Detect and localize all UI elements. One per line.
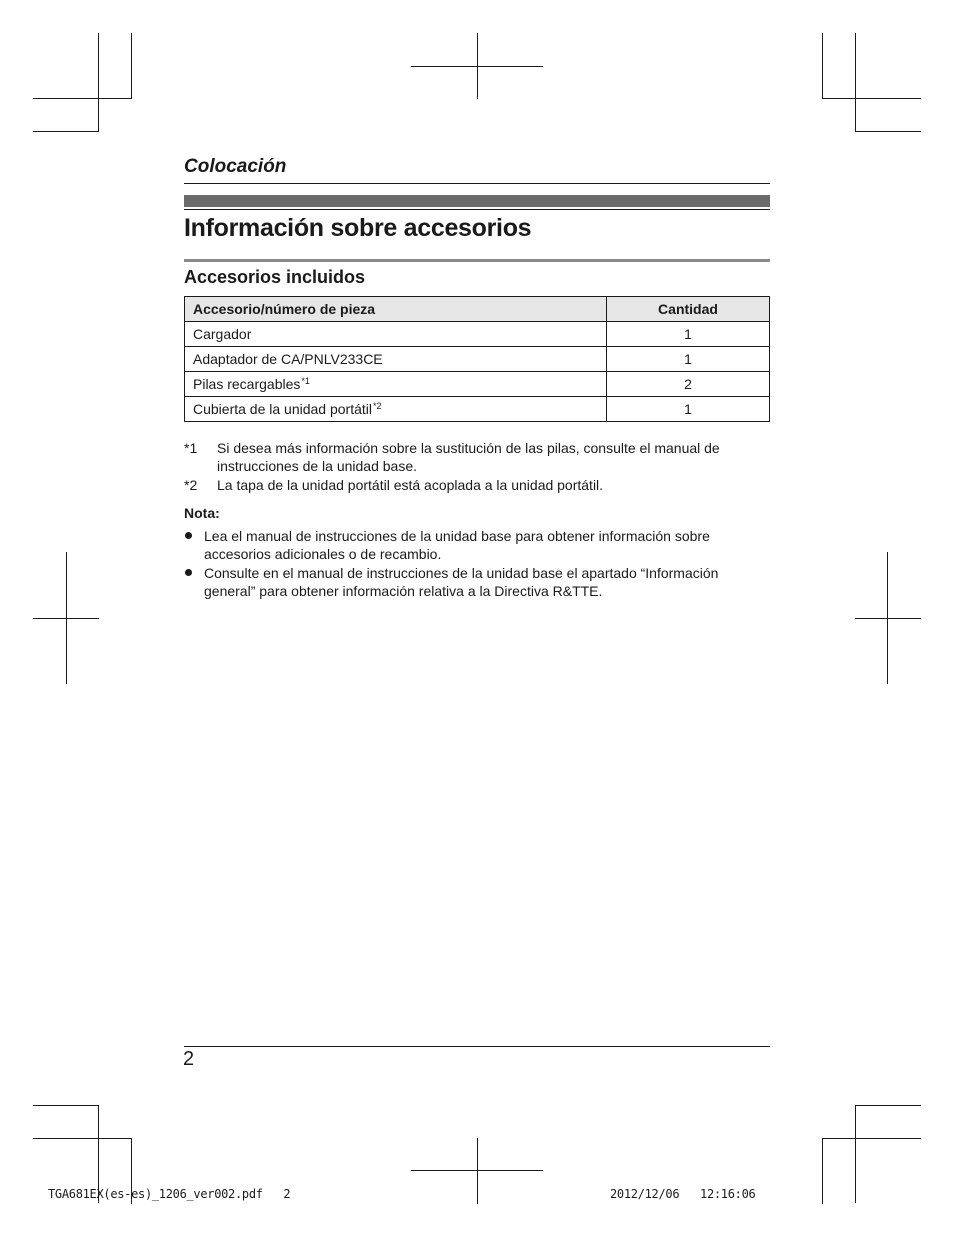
footnote-marker: *1 xyxy=(184,440,198,456)
print-timestamp: 2012/12/06 12:16:06 xyxy=(610,1187,756,1201)
crop-line xyxy=(98,33,99,131)
note-text: Lea el manual de instrucciones de la unidad base para obtener información sobre accesorios adicionales o de recambio. xyxy=(204,528,710,562)
quantity-cell: 1 xyxy=(607,322,770,347)
table-row xyxy=(185,347,770,372)
accessory-cell xyxy=(185,347,607,372)
accessory-name: Cargador xyxy=(193,326,252,342)
quantity-cell: 1 xyxy=(607,397,770,422)
accessories-table xyxy=(184,296,770,422)
table-row xyxy=(185,322,770,347)
crop-line xyxy=(33,1138,131,1139)
table-header-row xyxy=(185,297,770,322)
crop-line xyxy=(477,1138,478,1204)
bullet-icon xyxy=(185,569,192,576)
table-row xyxy=(185,372,770,397)
quantity-cell: 1 xyxy=(607,347,770,372)
footnote-reference: *2 xyxy=(373,401,382,411)
crop-line xyxy=(822,98,921,99)
table-row xyxy=(185,397,770,422)
page-number: 2 xyxy=(183,1048,195,1070)
page-title: Información sobre accesorios xyxy=(184,214,532,242)
column-header-accessory: Accesorio/número de pieza xyxy=(185,297,607,322)
quantity-cell: 2 xyxy=(607,372,770,397)
footnote xyxy=(184,476,770,494)
title-bar xyxy=(184,195,770,207)
crop-line xyxy=(33,131,99,132)
title-rule-thin xyxy=(184,209,770,210)
footnote-reference: *1 xyxy=(301,376,310,386)
footer-rule xyxy=(184,1046,770,1047)
accessory-name: Adaptador de CA/PNLV233CE xyxy=(193,351,383,367)
print-file-info: TGA681EX(es-es)_1206_ver002.pdf 2 xyxy=(48,1187,291,1201)
note-text: Consulte en el manual de instrucciones de la unidad base el apartado “Información general” para obtener información relativa a la Directiva R&TTE. xyxy=(204,565,719,599)
crop-line xyxy=(33,98,131,99)
note-item xyxy=(184,564,770,600)
crop-line xyxy=(822,1138,823,1204)
accessory-cell xyxy=(185,372,607,397)
footnote xyxy=(184,439,770,475)
crop-line xyxy=(887,552,888,684)
crop-line xyxy=(822,33,823,99)
accessory-name: Pilas recargables xyxy=(193,376,301,392)
accessory-cell xyxy=(185,397,607,422)
crop-line xyxy=(33,1105,99,1106)
note-label: Nota: xyxy=(184,505,220,521)
crop-line xyxy=(66,552,67,684)
column-header-quantity: Cantidad xyxy=(607,297,770,322)
crop-line xyxy=(855,33,856,131)
accessory-cell xyxy=(185,322,607,347)
crop-line xyxy=(855,618,921,619)
bullet-icon xyxy=(185,532,192,539)
footnote-marker: *2 xyxy=(184,477,198,493)
crop-line xyxy=(855,1105,921,1106)
header-rule xyxy=(184,183,770,184)
crop-line xyxy=(855,131,921,132)
section-subtitle: Accesorios incluidos xyxy=(184,267,366,287)
section-header: Colocación xyxy=(184,156,287,177)
accessory-name: Cubierta de la unidad portátil xyxy=(193,401,373,417)
footnote-text: La tapa de la unidad portátil está acoplada a la unidad portátil. xyxy=(217,477,604,493)
crop-line xyxy=(855,1105,856,1203)
note-item xyxy=(184,527,770,563)
crop-line xyxy=(131,33,132,99)
title-underline xyxy=(184,259,770,262)
crop-line xyxy=(822,1138,921,1139)
crop-line xyxy=(477,33,478,99)
footnote-text: Si desea más información sobre la sustitución de las pilas, consulte el manual de instrucciones de la unidad base. xyxy=(217,440,720,474)
